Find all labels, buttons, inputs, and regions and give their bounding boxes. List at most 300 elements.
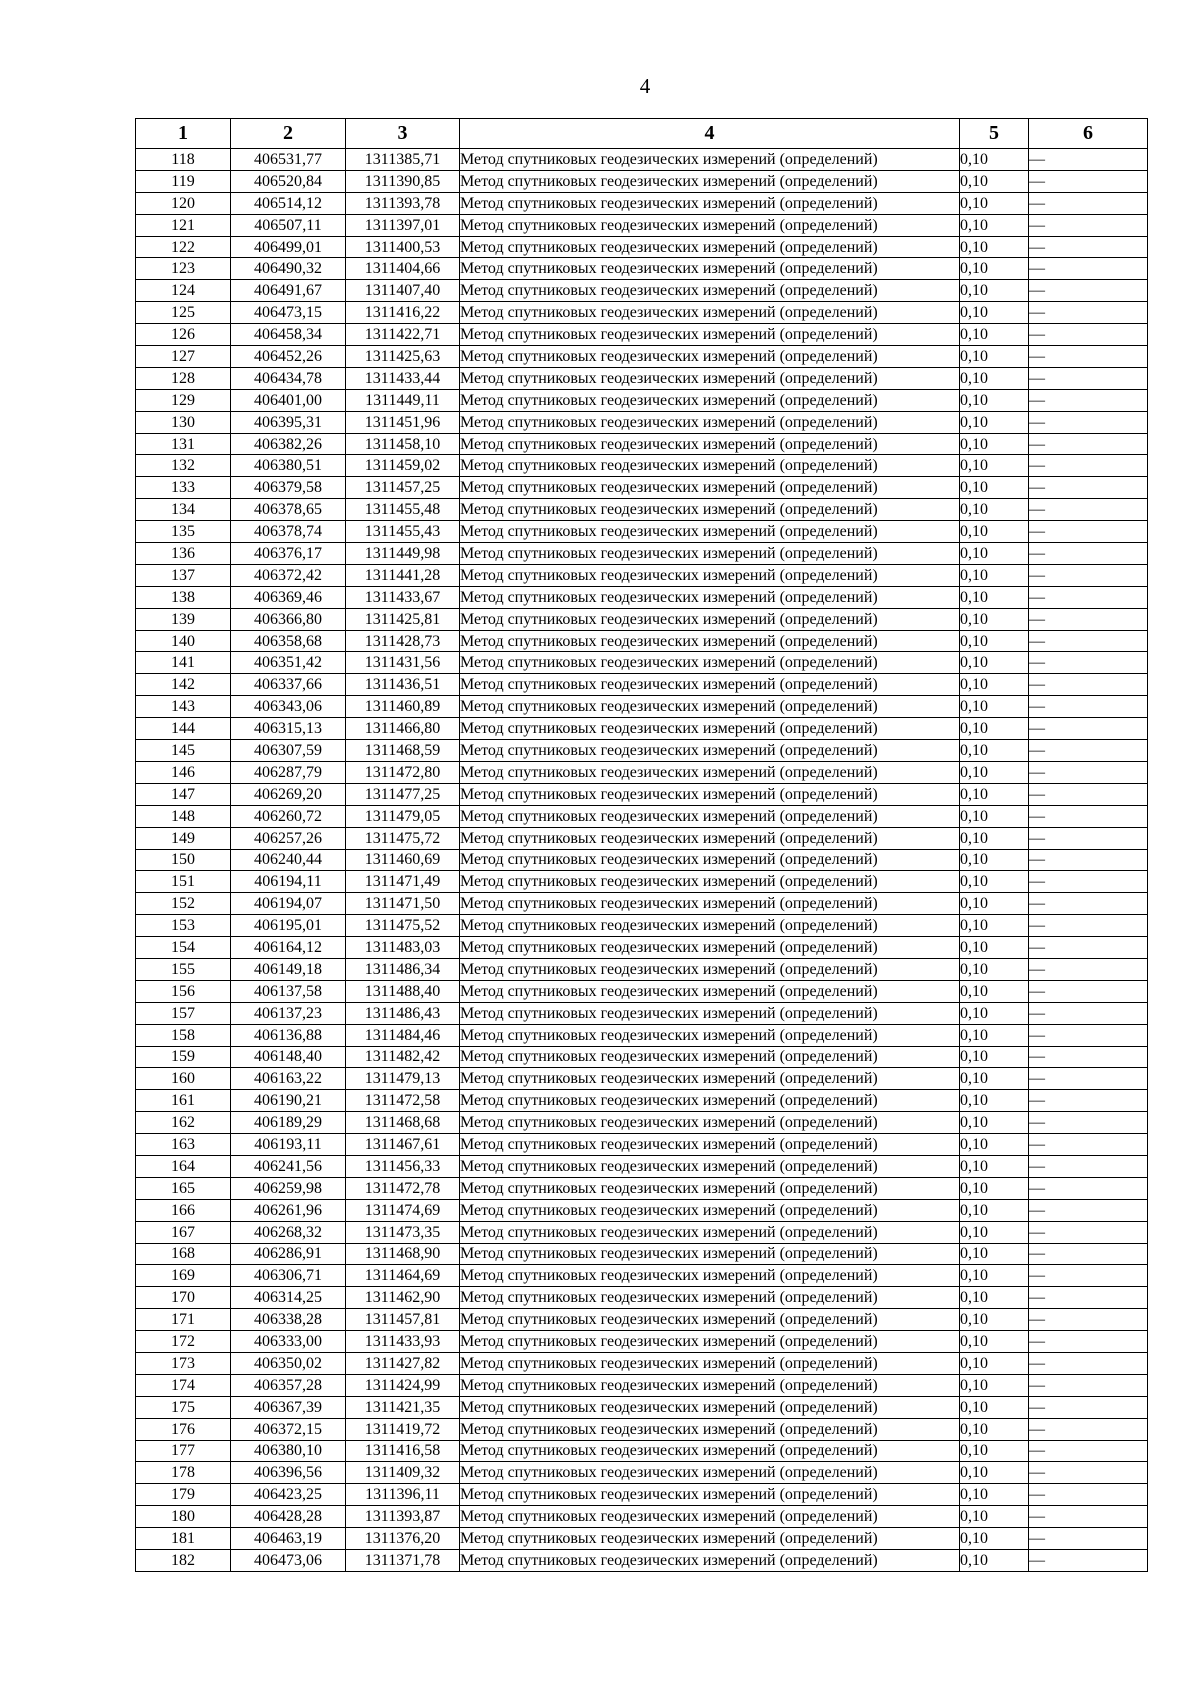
accuracy-cell: 0,10 bbox=[960, 411, 1029, 433]
table-row bbox=[136, 1155, 1148, 1177]
method-cell: Метод спутниковых геодезических измерений (определений) bbox=[460, 1396, 960, 1418]
point-number-cell: 159 bbox=[136, 1046, 231, 1068]
method-cell: Метод спутниковых геодезических измерений (определений) bbox=[460, 543, 960, 565]
method-cell: Метод спутниковых геодезических измерений (определений) bbox=[460, 1506, 960, 1528]
note-cell: — bbox=[1029, 980, 1148, 1002]
header-col-6: 6 bbox=[1029, 119, 1148, 149]
note-cell: — bbox=[1029, 302, 1148, 324]
method-cell: Метод спутниковых геодезических измерений (определений) bbox=[460, 1199, 960, 1221]
y-coordinate-cell: 1311396,11 bbox=[346, 1484, 460, 1506]
table-row bbox=[136, 1199, 1148, 1221]
note-cell: — bbox=[1029, 674, 1148, 696]
method-cell: Метод спутниковых геодезических измерений (определений) bbox=[460, 761, 960, 783]
table-row bbox=[136, 324, 1148, 346]
point-number-cell: 168 bbox=[136, 1243, 231, 1265]
table-row bbox=[136, 477, 1148, 499]
y-coordinate-cell: 1311416,22 bbox=[346, 302, 460, 324]
point-number-cell: 182 bbox=[136, 1550, 231, 1572]
accuracy-cell: 0,10 bbox=[960, 280, 1029, 302]
note-cell: — bbox=[1029, 1155, 1148, 1177]
note-cell: — bbox=[1029, 543, 1148, 565]
method-cell: Метод спутниковых геодезических измерений (определений) bbox=[460, 1550, 960, 1572]
method-cell: Метод спутниковых геодезических измерений (определений) bbox=[460, 477, 960, 499]
note-cell: — bbox=[1029, 805, 1148, 827]
point-number-cell: 146 bbox=[136, 761, 231, 783]
point-number-cell: 178 bbox=[136, 1462, 231, 1484]
x-coordinate-cell: 406423,25 bbox=[231, 1484, 346, 1506]
header-col-5: 5 bbox=[960, 119, 1029, 149]
accuracy-cell: 0,10 bbox=[960, 1090, 1029, 1112]
point-number-cell: 133 bbox=[136, 477, 231, 499]
accuracy-cell: 0,10 bbox=[960, 674, 1029, 696]
accuracy-cell: 0,10 bbox=[960, 1287, 1029, 1309]
y-coordinate-cell: 1311468,90 bbox=[346, 1243, 460, 1265]
accuracy-cell: 0,10 bbox=[960, 1528, 1029, 1550]
note-cell: — bbox=[1029, 564, 1148, 586]
table-row bbox=[136, 1462, 1148, 1484]
table-row bbox=[136, 192, 1148, 214]
table-row bbox=[136, 455, 1148, 477]
accuracy-cell: 0,10 bbox=[960, 346, 1029, 368]
x-coordinate-cell: 406164,12 bbox=[231, 937, 346, 959]
x-coordinate-cell: 406306,71 bbox=[231, 1265, 346, 1287]
y-coordinate-cell: 1311466,80 bbox=[346, 718, 460, 740]
x-coordinate-cell: 406241,56 bbox=[231, 1155, 346, 1177]
method-cell: Метод спутниковых геодезических измерений (определений) bbox=[460, 214, 960, 236]
y-coordinate-cell: 1311464,69 bbox=[346, 1265, 460, 1287]
table-row bbox=[136, 1112, 1148, 1134]
accuracy-cell: 0,10 bbox=[960, 1155, 1029, 1177]
x-coordinate-cell: 406401,00 bbox=[231, 389, 346, 411]
y-coordinate-cell: 1311436,51 bbox=[346, 674, 460, 696]
x-coordinate-cell: 406269,20 bbox=[231, 783, 346, 805]
y-coordinate-cell: 1311467,61 bbox=[346, 1134, 460, 1156]
table-row bbox=[136, 1221, 1148, 1243]
accuracy-cell: 0,10 bbox=[960, 367, 1029, 389]
x-coordinate-cell: 406473,15 bbox=[231, 302, 346, 324]
y-coordinate-cell: 1311451,96 bbox=[346, 411, 460, 433]
method-cell: Метод спутниковых геодезических измерений (определений) bbox=[460, 149, 960, 171]
method-cell: Метод спутниковых геодезических измерений (определений) bbox=[460, 871, 960, 893]
y-coordinate-cell: 1311407,40 bbox=[346, 280, 460, 302]
accuracy-cell: 0,10 bbox=[960, 1265, 1029, 1287]
table-row bbox=[136, 258, 1148, 280]
point-number-cell: 128 bbox=[136, 367, 231, 389]
x-coordinate-cell: 406337,66 bbox=[231, 674, 346, 696]
point-number-cell: 156 bbox=[136, 980, 231, 1002]
accuracy-cell: 0,10 bbox=[960, 696, 1029, 718]
point-number-cell: 155 bbox=[136, 958, 231, 980]
method-cell: Метод спутниковых геодезических измерений (определений) bbox=[460, 499, 960, 521]
accuracy-cell: 0,10 bbox=[960, 1134, 1029, 1156]
method-cell: Метод спутниковых геодезических измерений (определений) bbox=[460, 1418, 960, 1440]
x-coordinate-cell: 406257,26 bbox=[231, 827, 346, 849]
x-coordinate-cell: 406395,31 bbox=[231, 411, 346, 433]
y-coordinate-cell: 1311474,69 bbox=[346, 1199, 460, 1221]
coordinates-table bbox=[135, 118, 1148, 1572]
x-coordinate-cell: 406350,02 bbox=[231, 1352, 346, 1374]
y-coordinate-cell: 1311433,67 bbox=[346, 586, 460, 608]
accuracy-cell: 0,10 bbox=[960, 827, 1029, 849]
accuracy-cell: 0,10 bbox=[960, 1199, 1029, 1221]
method-cell: Метод спутниковых геодезических измерений (определений) bbox=[460, 411, 960, 433]
y-coordinate-cell: 1311419,72 bbox=[346, 1418, 460, 1440]
note-cell: — bbox=[1029, 1199, 1148, 1221]
accuracy-cell: 0,10 bbox=[960, 1374, 1029, 1396]
y-coordinate-cell: 1311427,82 bbox=[346, 1352, 460, 1374]
y-coordinate-cell: 1311460,69 bbox=[346, 849, 460, 871]
y-coordinate-cell: 1311475,72 bbox=[346, 827, 460, 849]
y-coordinate-cell: 1311471,49 bbox=[346, 871, 460, 893]
note-cell: — bbox=[1029, 1484, 1148, 1506]
accuracy-cell: 0,10 bbox=[960, 302, 1029, 324]
x-coordinate-cell: 406351,42 bbox=[231, 652, 346, 674]
method-cell: Метод спутниковых геодезических измерений (определений) bbox=[460, 608, 960, 630]
x-coordinate-cell: 406163,22 bbox=[231, 1068, 346, 1090]
accuracy-cell: 0,10 bbox=[960, 980, 1029, 1002]
y-coordinate-cell: 1311390,85 bbox=[346, 170, 460, 192]
x-coordinate-cell: 406259,98 bbox=[231, 1177, 346, 1199]
point-number-cell: 145 bbox=[136, 740, 231, 762]
note-cell: — bbox=[1029, 521, 1148, 543]
y-coordinate-cell: 1311486,34 bbox=[346, 958, 460, 980]
method-cell: Метод спутниковых геодезических измерений (определений) bbox=[460, 893, 960, 915]
point-number-cell: 136 bbox=[136, 543, 231, 565]
x-coordinate-cell: 406268,32 bbox=[231, 1221, 346, 1243]
y-coordinate-cell: 1311457,81 bbox=[346, 1309, 460, 1331]
y-coordinate-cell: 1311425,81 bbox=[346, 608, 460, 630]
method-cell: Метод спутниковых геодезических измерений (определений) bbox=[460, 1090, 960, 1112]
note-cell: — bbox=[1029, 1265, 1148, 1287]
y-coordinate-cell: 1311441,28 bbox=[346, 564, 460, 586]
method-cell: Метод спутниковых геодезических измерений (определений) bbox=[460, 346, 960, 368]
point-number-cell: 162 bbox=[136, 1112, 231, 1134]
accuracy-cell: 0,10 bbox=[960, 915, 1029, 937]
method-cell: Метод спутниковых геодезических измерений (определений) bbox=[460, 849, 960, 871]
header-col-3: 3 bbox=[346, 119, 460, 149]
note-cell: — bbox=[1029, 1309, 1148, 1331]
x-coordinate-cell: 406137,23 bbox=[231, 1002, 346, 1024]
point-number-cell: 160 bbox=[136, 1068, 231, 1090]
note-cell: — bbox=[1029, 608, 1148, 630]
accuracy-cell: 0,10 bbox=[960, 1024, 1029, 1046]
y-coordinate-cell: 1311431,56 bbox=[346, 652, 460, 674]
y-coordinate-cell: 1311376,20 bbox=[346, 1528, 460, 1550]
x-coordinate-cell: 406190,21 bbox=[231, 1090, 346, 1112]
note-cell: — bbox=[1029, 477, 1148, 499]
x-coordinate-cell: 406189,29 bbox=[231, 1112, 346, 1134]
method-cell: Метод спутниковых геодезических измерений (определений) bbox=[460, 433, 960, 455]
point-number-cell: 130 bbox=[136, 411, 231, 433]
note-cell: — bbox=[1029, 1462, 1148, 1484]
accuracy-cell: 0,10 bbox=[960, 149, 1029, 171]
note-cell: — bbox=[1029, 1418, 1148, 1440]
table-row bbox=[136, 521, 1148, 543]
accuracy-cell: 0,10 bbox=[960, 805, 1029, 827]
y-coordinate-cell: 1311472,80 bbox=[346, 761, 460, 783]
table-row bbox=[136, 346, 1148, 368]
table-body bbox=[136, 149, 1148, 1572]
method-cell: Метод спутниковых геодезических измерений (определений) bbox=[460, 827, 960, 849]
x-coordinate-cell: 406287,79 bbox=[231, 761, 346, 783]
accuracy-cell: 0,10 bbox=[960, 1484, 1029, 1506]
method-cell: Метод спутниковых геодезических измерений (определений) bbox=[460, 1374, 960, 1396]
x-coordinate-cell: 406286,91 bbox=[231, 1243, 346, 1265]
point-number-cell: 176 bbox=[136, 1418, 231, 1440]
table-row bbox=[136, 1506, 1148, 1528]
point-number-cell: 137 bbox=[136, 564, 231, 586]
point-number-cell: 142 bbox=[136, 674, 231, 696]
point-number-cell: 148 bbox=[136, 805, 231, 827]
note-cell: — bbox=[1029, 346, 1148, 368]
y-coordinate-cell: 1311479,13 bbox=[346, 1068, 460, 1090]
accuracy-cell: 0,10 bbox=[960, 718, 1029, 740]
x-coordinate-cell: 406193,11 bbox=[231, 1134, 346, 1156]
x-coordinate-cell: 406369,46 bbox=[231, 586, 346, 608]
accuracy-cell: 0,10 bbox=[960, 1418, 1029, 1440]
x-coordinate-cell: 406382,26 bbox=[231, 433, 346, 455]
method-cell: Метод спутниковых геодезических измерений (определений) bbox=[460, 586, 960, 608]
x-coordinate-cell: 406473,06 bbox=[231, 1550, 346, 1572]
y-coordinate-cell: 1311404,66 bbox=[346, 258, 460, 280]
point-number-cell: 119 bbox=[136, 170, 231, 192]
method-cell: Метод спутниковых геодезических измерений (определений) bbox=[460, 564, 960, 586]
accuracy-cell: 0,10 bbox=[960, 630, 1029, 652]
note-cell: — bbox=[1029, 1024, 1148, 1046]
point-number-cell: 152 bbox=[136, 893, 231, 915]
note-cell: — bbox=[1029, 1528, 1148, 1550]
method-cell: Метод спутниковых геодезических измерений (определений) bbox=[460, 652, 960, 674]
note-cell: — bbox=[1029, 324, 1148, 346]
x-coordinate-cell: 406372,42 bbox=[231, 564, 346, 586]
note-cell: — bbox=[1029, 1396, 1148, 1418]
note-cell: — bbox=[1029, 1046, 1148, 1068]
point-number-cell: 150 bbox=[136, 849, 231, 871]
note-cell: — bbox=[1029, 1068, 1148, 1090]
accuracy-cell: 0,10 bbox=[960, 761, 1029, 783]
y-coordinate-cell: 1311462,90 bbox=[346, 1287, 460, 1309]
x-coordinate-cell: 406194,07 bbox=[231, 893, 346, 915]
point-number-cell: 140 bbox=[136, 630, 231, 652]
method-cell: Метод спутниковых геодезических измерений (определений) bbox=[460, 718, 960, 740]
y-coordinate-cell: 1311459,02 bbox=[346, 455, 460, 477]
point-number-cell: 181 bbox=[136, 1528, 231, 1550]
y-coordinate-cell: 1311455,48 bbox=[346, 499, 460, 521]
note-cell: — bbox=[1029, 937, 1148, 959]
table-row bbox=[136, 1265, 1148, 1287]
point-number-cell: 158 bbox=[136, 1024, 231, 1046]
x-coordinate-cell: 406491,67 bbox=[231, 280, 346, 302]
table-row bbox=[136, 1068, 1148, 1090]
table-row bbox=[136, 389, 1148, 411]
table-row bbox=[136, 1374, 1148, 1396]
x-coordinate-cell: 406520,84 bbox=[231, 170, 346, 192]
x-coordinate-cell: 406452,26 bbox=[231, 346, 346, 368]
note-cell: — bbox=[1029, 367, 1148, 389]
note-cell: — bbox=[1029, 258, 1148, 280]
header-col-4: 4 bbox=[460, 119, 960, 149]
accuracy-cell: 0,10 bbox=[960, 214, 1029, 236]
note-cell: — bbox=[1029, 915, 1148, 937]
y-coordinate-cell: 1311433,44 bbox=[346, 367, 460, 389]
method-cell: Метод спутниковых геодезических измерений (определений) bbox=[460, 630, 960, 652]
point-number-cell: 147 bbox=[136, 783, 231, 805]
x-coordinate-cell: 406137,58 bbox=[231, 980, 346, 1002]
note-cell: — bbox=[1029, 1331, 1148, 1353]
y-coordinate-cell: 1311371,78 bbox=[346, 1550, 460, 1572]
y-coordinate-cell: 1311479,05 bbox=[346, 805, 460, 827]
x-coordinate-cell: 406338,28 bbox=[231, 1309, 346, 1331]
table-row bbox=[136, 1243, 1148, 1265]
accuracy-cell: 0,10 bbox=[960, 1462, 1029, 1484]
table-row bbox=[136, 411, 1148, 433]
x-coordinate-cell: 406490,32 bbox=[231, 258, 346, 280]
note-cell: — bbox=[1029, 958, 1148, 980]
table-row bbox=[136, 1287, 1148, 1309]
accuracy-cell: 0,10 bbox=[960, 499, 1029, 521]
note-cell: — bbox=[1029, 1352, 1148, 1374]
x-coordinate-cell: 406499,01 bbox=[231, 236, 346, 258]
table-row bbox=[136, 674, 1148, 696]
point-number-cell: 171 bbox=[136, 1309, 231, 1331]
x-coordinate-cell: 406380,10 bbox=[231, 1440, 346, 1462]
accuracy-cell: 0,10 bbox=[960, 1331, 1029, 1353]
point-number-cell: 151 bbox=[136, 871, 231, 893]
table-row bbox=[136, 170, 1148, 192]
table-row bbox=[136, 1418, 1148, 1440]
y-coordinate-cell: 1311482,42 bbox=[346, 1046, 460, 1068]
y-coordinate-cell: 1311468,68 bbox=[346, 1112, 460, 1134]
y-coordinate-cell: 1311449,98 bbox=[346, 543, 460, 565]
method-cell: Метод спутниковых геодезических измерений (определений) bbox=[460, 1002, 960, 1024]
table-row bbox=[136, 1090, 1148, 1112]
x-coordinate-cell: 406194,11 bbox=[231, 871, 346, 893]
table-row bbox=[136, 280, 1148, 302]
table-header-row bbox=[136, 119, 1148, 149]
method-cell: Метод спутниковых геодезических измерений (определений) bbox=[460, 1046, 960, 1068]
y-coordinate-cell: 1311397,01 bbox=[346, 214, 460, 236]
x-coordinate-cell: 406379,58 bbox=[231, 477, 346, 499]
accuracy-cell: 0,10 bbox=[960, 937, 1029, 959]
table-row bbox=[136, 827, 1148, 849]
x-coordinate-cell: 406434,78 bbox=[231, 367, 346, 389]
table-row bbox=[136, 718, 1148, 740]
y-coordinate-cell: 1311449,11 bbox=[346, 389, 460, 411]
point-number-cell: 122 bbox=[136, 236, 231, 258]
x-coordinate-cell: 406380,51 bbox=[231, 455, 346, 477]
x-coordinate-cell: 406333,00 bbox=[231, 1331, 346, 1353]
method-cell: Метод спутниковых геодезических измерений (определений) bbox=[460, 1134, 960, 1156]
point-number-cell: 173 bbox=[136, 1352, 231, 1374]
accuracy-cell: 0,10 bbox=[960, 1112, 1029, 1134]
x-coordinate-cell: 406378,74 bbox=[231, 521, 346, 543]
accuracy-cell: 0,10 bbox=[960, 1352, 1029, 1374]
method-cell: Метод спутниковых геодезических измерений (определений) bbox=[460, 280, 960, 302]
point-number-cell: 167 bbox=[136, 1221, 231, 1243]
table-row bbox=[136, 1550, 1148, 1572]
table-row bbox=[136, 543, 1148, 565]
x-coordinate-cell: 406376,17 bbox=[231, 543, 346, 565]
table-row bbox=[136, 149, 1148, 171]
table-row bbox=[136, 1331, 1148, 1353]
accuracy-cell: 0,10 bbox=[960, 740, 1029, 762]
note-cell: — bbox=[1029, 389, 1148, 411]
note-cell: — bbox=[1029, 455, 1148, 477]
point-number-cell: 139 bbox=[136, 608, 231, 630]
point-number-cell: 121 bbox=[136, 214, 231, 236]
point-number-cell: 138 bbox=[136, 586, 231, 608]
point-number-cell: 180 bbox=[136, 1506, 231, 1528]
table-row bbox=[136, 805, 1148, 827]
method-cell: Метод спутниковых геодезических измерений (определений) bbox=[460, 1221, 960, 1243]
table-row bbox=[136, 893, 1148, 915]
point-number-cell: 135 bbox=[136, 521, 231, 543]
y-coordinate-cell: 1311472,78 bbox=[346, 1177, 460, 1199]
point-number-cell: 172 bbox=[136, 1331, 231, 1353]
header-col-2: 2 bbox=[231, 119, 346, 149]
method-cell: Метод спутниковых геодезических измерений (определений) bbox=[460, 1287, 960, 1309]
point-number-cell: 175 bbox=[136, 1396, 231, 1418]
method-cell: Метод спутниковых геодезических измерений (определений) bbox=[460, 258, 960, 280]
note-cell: — bbox=[1029, 1221, 1148, 1243]
method-cell: Метод спутниковых геодезических измерений (определений) bbox=[460, 937, 960, 959]
method-cell: Метод спутниковых геодезических измерений (определений) bbox=[460, 958, 960, 980]
point-number-cell: 131 bbox=[136, 433, 231, 455]
method-cell: Метод спутниковых геодезических измерений (определений) bbox=[460, 915, 960, 937]
point-number-cell: 166 bbox=[136, 1199, 231, 1221]
note-cell: — bbox=[1029, 1550, 1148, 1572]
method-cell: Метод спутниковых геодезических измерений (определений) bbox=[460, 805, 960, 827]
table-row bbox=[136, 761, 1148, 783]
note-cell: — bbox=[1029, 1090, 1148, 1112]
accuracy-cell: 0,10 bbox=[960, 521, 1029, 543]
x-coordinate-cell: 406357,28 bbox=[231, 1374, 346, 1396]
point-number-cell: 169 bbox=[136, 1265, 231, 1287]
x-coordinate-cell: 406307,59 bbox=[231, 740, 346, 762]
x-coordinate-cell: 406428,28 bbox=[231, 1506, 346, 1528]
accuracy-cell: 0,10 bbox=[960, 324, 1029, 346]
point-number-cell: 153 bbox=[136, 915, 231, 937]
x-coordinate-cell: 406396,56 bbox=[231, 1462, 346, 1484]
note-cell: — bbox=[1029, 499, 1148, 521]
point-number-cell: 127 bbox=[136, 346, 231, 368]
y-coordinate-cell: 1311421,35 bbox=[346, 1396, 460, 1418]
y-coordinate-cell: 1311488,40 bbox=[346, 980, 460, 1002]
table-row bbox=[136, 871, 1148, 893]
note-cell: — bbox=[1029, 1243, 1148, 1265]
method-cell: Метод спутниковых геодезических измерений (определений) bbox=[460, 1352, 960, 1374]
accuracy-cell: 0,10 bbox=[960, 849, 1029, 871]
method-cell: Метод спутниковых геодезических измерений (определений) bbox=[460, 1484, 960, 1506]
y-coordinate-cell: 1311409,32 bbox=[346, 1462, 460, 1484]
method-cell: Метод спутниковых геодезических измерений (определений) bbox=[460, 1177, 960, 1199]
x-coordinate-cell: 406343,06 bbox=[231, 696, 346, 718]
y-coordinate-cell: 1311458,10 bbox=[346, 433, 460, 455]
point-number-cell: 177 bbox=[136, 1440, 231, 1462]
note-cell: — bbox=[1029, 871, 1148, 893]
method-cell: Метод спутниковых геодезических измерений (определений) bbox=[460, 1309, 960, 1331]
note-cell: — bbox=[1029, 1112, 1148, 1134]
x-coordinate-cell: 406261,96 bbox=[231, 1199, 346, 1221]
accuracy-cell: 0,10 bbox=[960, 1440, 1029, 1462]
note-cell: — bbox=[1029, 192, 1148, 214]
note-cell: — bbox=[1029, 740, 1148, 762]
x-coordinate-cell: 406314,25 bbox=[231, 1287, 346, 1309]
point-number-cell: 164 bbox=[136, 1155, 231, 1177]
table-row bbox=[136, 652, 1148, 674]
accuracy-cell: 0,10 bbox=[960, 1068, 1029, 1090]
y-coordinate-cell: 1311455,43 bbox=[346, 521, 460, 543]
